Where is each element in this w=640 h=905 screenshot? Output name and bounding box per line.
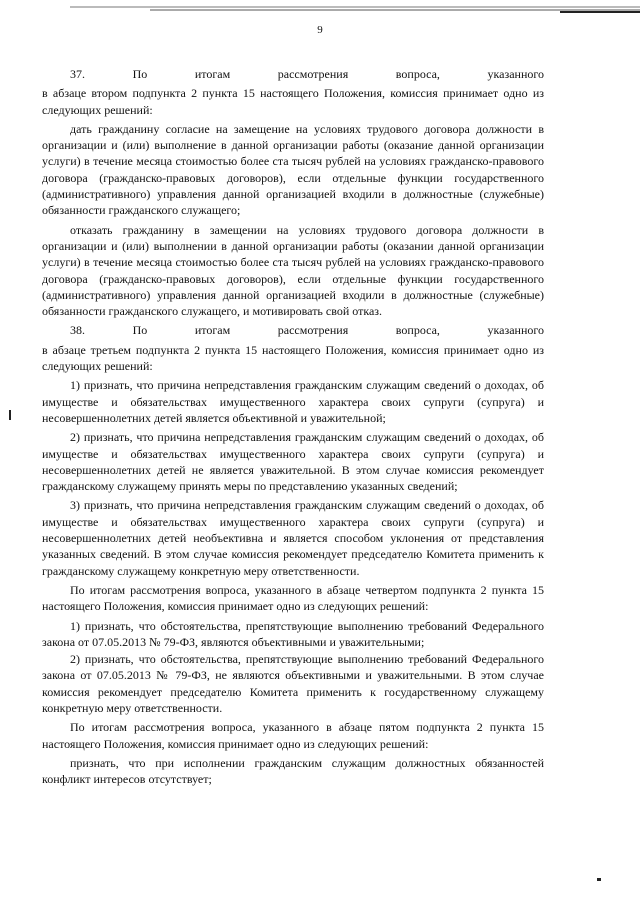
paragraph: По итогам рассмотрения вопроса, указанного в абзаце пятом подпункта 2 пункта 15 настоящего Положения, комиссия принимает одно из следующих решений: (42, 720, 544, 751)
scan-mark (9, 410, 11, 420)
paragraph: 3) признать, что причина непредставления гражданским служащим сведений о доходах, об имуществе и обязательствах имущественного характера своих супруги (супруга) и несовершеннолетних детей необъективна и является способом уклонения от представления указанных сведений. В этом случае комиссия рекомендует председателю Комитета применить к гражданскому служащему конкретную меру ответственности. (42, 498, 544, 578)
page-number: 9 (317, 24, 323, 36)
paragraph: в абзаце втором подпункта 2 пункта 15 настоящего Положения, комиссия принимает одно из следующих решений: (42, 86, 544, 117)
paragraph: 38. По итогам рассмотрения вопроса, указанного (70, 323, 544, 338)
paragraph: По итогам рассмотрения вопроса, указанного в абзаце четвертом подпункта 2 пункта 15 настоящего Положения, комиссия принимает одно из следующих решений: (42, 582, 544, 614)
document-body (42, 66, 544, 787)
paragraph: признать, что при исполнении гражданским служащим должностных обязанностей конфликт интересов отсутствует; (42, 755, 544, 787)
paragraph: 1) признать, что обстоятельства, препятствующие выполнению требований Федерального закона от 07.05.2013 № 79-ФЗ, являются объективными и уважительными; (42, 618, 544, 649)
scan-mark (597, 878, 601, 881)
header-rule (0, 4, 640, 16)
paragraph: 2) признать, что обстоятельства, препятствующие выполнению требований Федерального закона от 07.05.2013 № 79-ФЗ, не являются объективными и уважительными. В этом случае комиссия рекомендует председателю Комитета применить к государственному служащему конкретную меру ответственности. (42, 652, 544, 715)
paragraph: отказать гражданину в замещении на условиях трудового договора должности в организации и (или) выполнении в данной организации работы (оказании данной организации услуги) в течение месяца стоимостью более ста тысяч рублей на условиях гражданско-правового договора (гражданско-правовых договоров), если отдельные функции государственного (административного) управления данной организацией входили в должностные (служебные) обязанности гражданского служащего, и мотивировать свой отказ. (42, 222, 544, 319)
paragraph: дать гражданину согласие на замещение на условиях трудового договора должности в организации и (или) выполнение в данной организации работы (оказание данной организации услуги) в течение месяца стоимостью более ста тысяч рублей на условиях гражданско-правового договора (гражданско-правовых договоров), если отдельные функции государственного (административного) управления данной организацией входили в должностные (служебные) обязанности гражданского служащего; (42, 121, 544, 218)
paragraph: 1) признать, что причина непредставления гражданским служащим сведений о доходах, об имуществе и обязательствах имущественного характера своих супруги (супруга) и несовершеннолетних детей является объективной и уважительной; (42, 378, 544, 425)
paragraph: в абзаце третьем подпункта 2 пункта 15 настоящего Положения, комиссия принимает одно из следующих решений: (42, 342, 544, 374)
paragraph: 2) признать, что причина непредставления гражданским служащим сведений о доходах, об имуществе и обязательствах имущественного характера своих супруги (супруга) и несовершеннолетних детей не является уважительной. В этом случае комиссия рекомендует гражданскому служащему принять меры по представлению указанных сведений; (42, 430, 544, 494)
paragraph: 37. По итогам рассмотрения вопроса, указанного (70, 67, 544, 81)
